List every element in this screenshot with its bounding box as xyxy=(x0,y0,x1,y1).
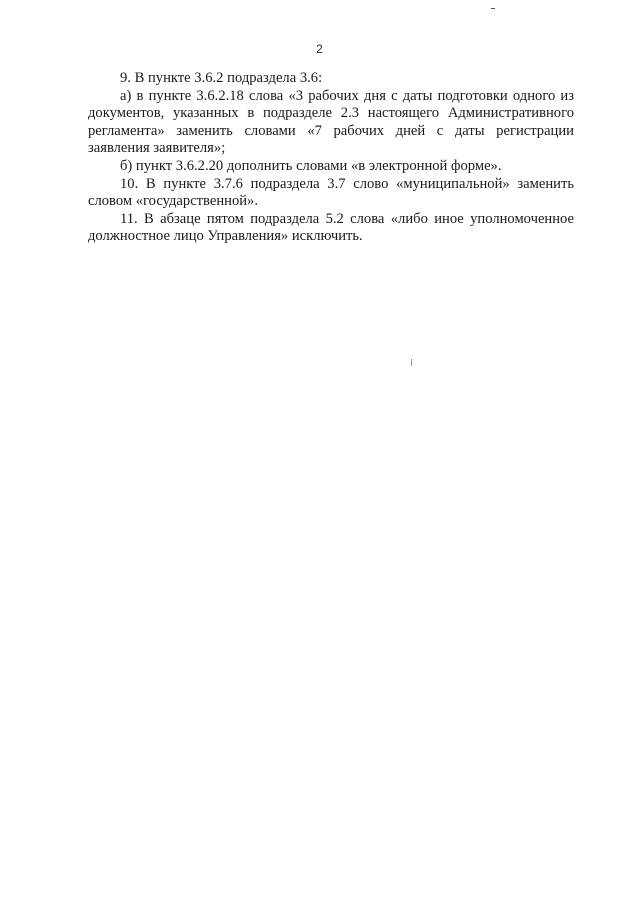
scan-artifact xyxy=(411,359,412,366)
document-body xyxy=(88,70,574,246)
paragraph-item-11: 11. В абзаце пятом подраздела 5.2 слова «либо иное уполномоченное должностное лицо Управления» исключить. xyxy=(88,210,574,245)
paragraph-item-9b: б) пункт 3.6.2.20 дополнить словами «в электронной форме». xyxy=(120,157,502,174)
paragraph-item-9a: а) в пункте 3.6.2.18 слова «3 рабочих дня с даты подготовки одного из документов, указанных в подразделе 2.3 настоящего Административного регламента» заменить словами «7 рабочих дней с даты регистрации заявления заявителя»; xyxy=(88,87,574,157)
paragraph-item-9: 9. В пункте 3.6.2 подраздела 3.6: xyxy=(120,70,323,86)
paragraph-item-10: 10. В пункте 3.7.6 подраздела 3.7 слово «муниципальной» заменить словом «государственной». xyxy=(88,175,574,210)
scan-artifact xyxy=(491,8,495,9)
page-number: 2 xyxy=(316,42,323,56)
